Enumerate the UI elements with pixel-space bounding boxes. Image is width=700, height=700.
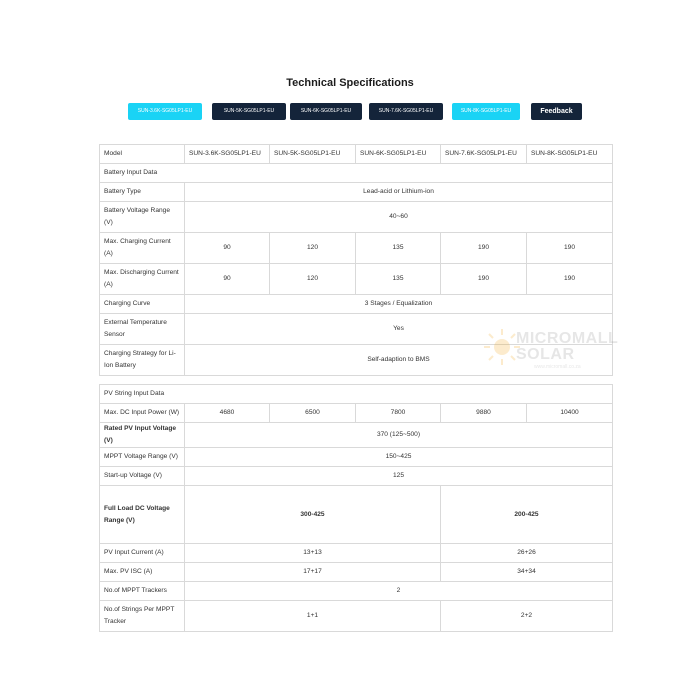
tab-sun-3-6k[interactable]: SUN-3.6K-SG05LP1-EU bbox=[128, 103, 202, 120]
table-row bbox=[100, 486, 613, 544]
row-value: 370 (125~500) bbox=[185, 423, 613, 448]
row-value: 300-425 bbox=[185, 486, 441, 544]
row-value: 34+34 bbox=[441, 563, 613, 582]
page-title: Technical Specifications bbox=[286, 77, 414, 89]
row-value: 1+1 bbox=[185, 601, 441, 632]
row-label: No.of MPPT Trackers bbox=[100, 582, 185, 601]
row-label: Charging Strategy for Li-Ion Battery bbox=[100, 345, 185, 376]
row-value: 40~60 bbox=[185, 202, 613, 233]
row-label: Start-up Voltage (V) bbox=[100, 467, 185, 486]
tab-sun-8k[interactable]: SUN-8K-SG05LP1-EU bbox=[452, 103, 520, 120]
row-value: 190 bbox=[441, 264, 527, 295]
watermark-logo bbox=[482, 324, 642, 374]
row-label: PV Input Current (A) bbox=[100, 544, 185, 563]
row-value: 9880 bbox=[441, 404, 527, 423]
row-value: Self-adaption to BMS bbox=[185, 345, 613, 376]
table-row bbox=[100, 404, 613, 423]
table-row bbox=[100, 544, 613, 563]
row-value: 135 bbox=[356, 233, 441, 264]
row-label: No.of Strings Per MPPT Tracker bbox=[100, 601, 185, 632]
row-value: 26+26 bbox=[441, 544, 613, 563]
row-label: Max. PV ISC (A) bbox=[100, 563, 185, 582]
row-label: External Temperature Sensor bbox=[100, 314, 185, 345]
section-title: PV String Input Data bbox=[100, 385, 613, 404]
row-label: Max. DC Input Power (W) bbox=[100, 404, 185, 423]
table-row bbox=[100, 264, 613, 295]
row-value: 6500 bbox=[270, 404, 356, 423]
tab-sun-6k[interactable]: SUN-6K-SG05LP1-EU bbox=[290, 103, 362, 120]
row-label: Full Load DC Voltage Range (V) bbox=[100, 486, 185, 544]
row-label: Charging Curve bbox=[100, 295, 185, 314]
header-cell: SUN-5K-SG05LP1-EU bbox=[270, 145, 356, 164]
header-cell: Model bbox=[100, 145, 185, 164]
row-value: Lead-acid or Lithium-ion bbox=[185, 183, 613, 202]
row-value: 190 bbox=[527, 233, 613, 264]
table-row bbox=[100, 295, 613, 314]
tab-sun-5k[interactable]: SUN-5K-SG05LP1-EU bbox=[212, 103, 286, 120]
row-label: Rated PV Input Voltage (V) bbox=[100, 423, 185, 448]
row-value: 3 Stages / Equalization bbox=[185, 295, 613, 314]
row-value: 190 bbox=[441, 233, 527, 264]
section-row bbox=[100, 164, 613, 183]
row-value: 4680 bbox=[185, 404, 270, 423]
row-value: 190 bbox=[527, 264, 613, 295]
section-title: Battery Input Data bbox=[100, 164, 613, 183]
row-label: Max. Charging Current (A) bbox=[100, 233, 185, 264]
tab-sun-7-6k[interactable]: SUN-7.6K-SG05LP1-EU bbox=[369, 103, 443, 120]
specifications-table bbox=[99, 144, 613, 632]
table-row bbox=[100, 183, 613, 202]
row-value: 90 bbox=[185, 233, 270, 264]
row-label: MPPT Voltage Range (V) bbox=[100, 448, 185, 467]
watermark-text: MICROMALL bbox=[516, 330, 619, 347]
table-row bbox=[100, 202, 613, 233]
header-cell: SUN-8K-SG05LP1-EU bbox=[527, 145, 613, 164]
row-value: 13+13 bbox=[185, 544, 441, 563]
section-row bbox=[100, 385, 613, 404]
table-row bbox=[100, 145, 613, 164]
row-value: 2 bbox=[185, 582, 613, 601]
row-value: 125 bbox=[185, 467, 613, 486]
row-value: 120 bbox=[270, 233, 356, 264]
table-row bbox=[100, 233, 613, 264]
row-value: 7800 bbox=[356, 404, 441, 423]
row-value: 120 bbox=[270, 264, 356, 295]
row-value: 17+17 bbox=[185, 563, 441, 582]
table-row bbox=[100, 563, 613, 582]
row-label: Max. Discharging Current (A) bbox=[100, 264, 185, 295]
row-value: 150~425 bbox=[185, 448, 613, 467]
row-value: 135 bbox=[356, 264, 441, 295]
table-row bbox=[100, 467, 613, 486]
row-label: Battery Type bbox=[100, 183, 185, 202]
spacer-row bbox=[100, 376, 613, 385]
row-value: 90 bbox=[185, 264, 270, 295]
header-cell: SUN-3.6K-SG05LP1-EU bbox=[185, 145, 270, 164]
row-value: Yes bbox=[185, 314, 613, 345]
row-value: 200-425 bbox=[441, 486, 613, 544]
table-row bbox=[100, 582, 613, 601]
table-row bbox=[100, 448, 613, 467]
table-row bbox=[100, 601, 613, 632]
row-value: 10400 bbox=[527, 404, 613, 423]
header-cell: SUN-6K-SG05LP1-EU bbox=[356, 145, 441, 164]
row-label: Battery Voltage Range (V) bbox=[100, 202, 185, 233]
table-row bbox=[100, 423, 613, 448]
watermark-text: www.micromall.co.za bbox=[534, 364, 581, 370]
spacer-cell bbox=[100, 376, 613, 385]
feedback-button[interactable]: Feedback bbox=[531, 103, 582, 120]
watermark-text: SOLAR bbox=[516, 346, 575, 363]
row-value: 2+2 bbox=[441, 601, 613, 632]
header-cell: SUN-7.6K-SG05LP1-EU bbox=[441, 145, 527, 164]
